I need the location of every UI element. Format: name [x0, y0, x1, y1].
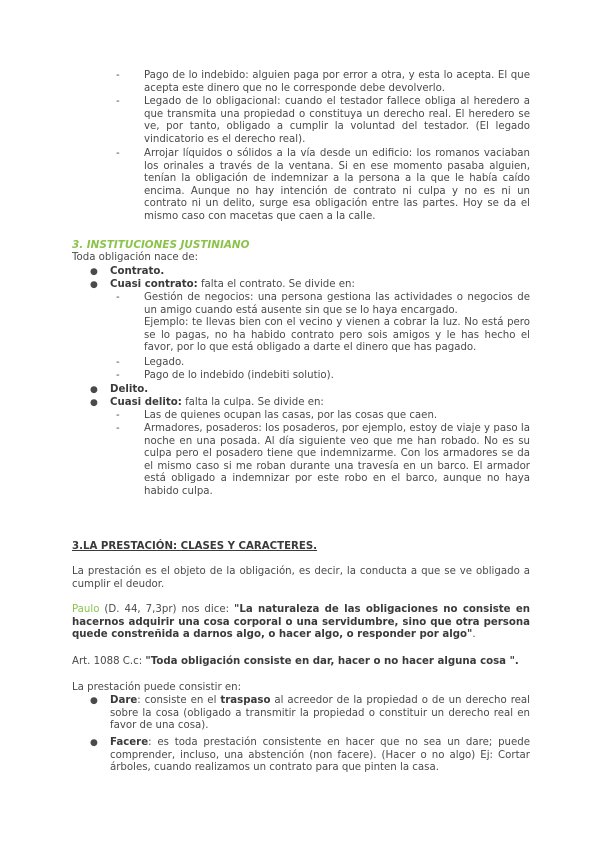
paulo-name: Paulo	[72, 604, 100, 615]
section-heading-instituciones: 3. INSTITUCIONES JUSTINIANO	[72, 239, 250, 251]
bullet-marker: ●	[90, 696, 98, 706]
bullet-contrato: ● Contrato.	[90, 266, 165, 277]
dash-marker: -	[116, 70, 120, 81]
dash-marker: -	[116, 410, 120, 421]
bullet-dare: ● Dare: consiste en el traspaso al acreedor de la propiedad o de un derecho real sobre la cosa (obligado a transmitir la propiedad o constituir un derecho real en favor de una cosa).	[90, 695, 531, 732]
bullet-marker: ●	[90, 738, 98, 748]
bullet-facere: ● Facere: es toda prestación consistente en hacer que no sea un dare; puede comprender, incluso, una abstención (non facere). (Hacer o no algo) Ej: Cortar árboles, cuando realizamos un contrato para que pinten la casa.	[90, 737, 530, 774]
bullet-marker: ●	[90, 398, 98, 408]
dash-marker: -	[116, 423, 120, 434]
list-item-text: Arrojar líquidos o sólidos a la vía desde un edificio: los romanos vaciaban los orinales a través de la ventana. Si en ese momento pasaba alguien, tenían la obligación de indemnizar a la persona a la que le había caído encima. Aunque no hay intención de contrato ni culpa y no es ni un contrato ni un delito, surge esa obligación entre las partes. Hoy se da el mismo caso con macetas que caen a la calle.	[144, 148, 530, 222]
list-item-text: Gestión de negocios: una persona gestiona las actividades o negocios de un amigo cuando está ausente sin que se lo haya encargado.	[144, 292, 530, 316]
list-item	[116, 96, 530, 146]
dash-marker: -	[116, 148, 120, 159]
dash-marker: -	[116, 96, 120, 107]
list-item-text: Legado de lo obligacional: cuando el testador fallece obliga al heredero a que transmita una propiedad o constituya un derecho real. El heredero se ve, por tanto, obligado a cumplir la voluntad del testador. (El legado vindicatorio es el derecho real).	[144, 96, 530, 145]
list-item-text: Las de quienes ocupan las casas, por las cosas que caen.	[144, 410, 438, 421]
consistir-intro: La prestación puede consistir en:	[72, 682, 242, 693]
bullet-marker: ●	[90, 267, 98, 277]
list-item	[116, 410, 530, 423]
list-item-text: Pago de lo indebido: alguien paga por error a otra, y esta lo acepta. El que acepta este dinero que no le corresponde debe devolverlo.	[144, 70, 530, 94]
art-1088-paragraph: Art. 1088 C.c: "Toda obligación consiste en dar, hacer o no hacer alguna cosa ".	[72, 656, 519, 667]
bullet-marker: ●	[90, 385, 98, 395]
bullet-delito: ● Delito.	[90, 384, 149, 395]
bullet-marker: ●	[90, 280, 98, 290]
list-item	[116, 357, 530, 370]
list-item-text: Pago de lo indebido (indebiti solutio).	[144, 370, 334, 381]
list-item	[116, 70, 530, 95]
list-item	[116, 148, 530, 224]
list-item	[116, 292, 530, 355]
paulo-quote-paragraph: Paulo (D. 44, 7,3pr) nos dice: "La naturaleza de las obligaciones no consiste en hacernos adquirir una cosa corporal o una servidumbre, sino que otra persona quede constreñida a darnos algo, o hacer algo, o responder por algo".	[72, 604, 530, 641]
list-item	[116, 370, 530, 383]
dash-marker: -	[116, 370, 120, 381]
bullet-cuasi-delito: ● Cuasi delito: falta la culpa. Se divide en:	[90, 397, 324, 408]
section-heading-prestacion: 3.LA PRESTACIÓN: CLASES Y CARACTERES.	[72, 541, 318, 552]
paulo-quote: "La naturaleza de las obligaciones no consiste en hacernos adquirir una cosa corporal o una servidumbre, sino que otra persona quede constreñida a darnos algo, o hacer algo, o responder por algo"	[72, 604, 530, 641]
bullet-cuasi-contrato: ● Cuasi contrato: falta el contrato. Se divide en:	[90, 279, 355, 290]
art-quote: "Toda obligación consiste en dar, hacer o no hacer alguna cosa ".	[145, 656, 519, 667]
list-item	[116, 423, 530, 499]
list-item-example: Ejemplo: te llevas bien con el vecino y vienen a cobrar la luz. No está pero se lo pagas, no ha habido contrato pero sois amigos y le has hecho el favor, por lo que está obligado a darte el dinero que has pagado.	[144, 317, 530, 354]
dash-marker: -	[116, 292, 120, 303]
list-item-text: Legado.	[144, 357, 185, 368]
prestacion-definition: La prestación es el objeto de la obligación, es decir, la conducta a que se ve obligado a cumplir el deudor.	[72, 566, 530, 590]
dash-marker: -	[116, 357, 120, 368]
section-intro: Toda obligación nace de:	[72, 252, 199, 263]
list-item-text: Armadores, posaderos: los posaderos, por ejemplo, estoy de viaje y paso la noche en una posada. Al día siguiente veo que me han robado. No es su culpa pero el posadero tiene que indemnizarme. Con los armadores se da el mismo caso si me roban durante una travesía en un barco. El armador está obligado a indemnizar por este robo en el barco, aunque no haya habido culpa.	[144, 423, 530, 497]
